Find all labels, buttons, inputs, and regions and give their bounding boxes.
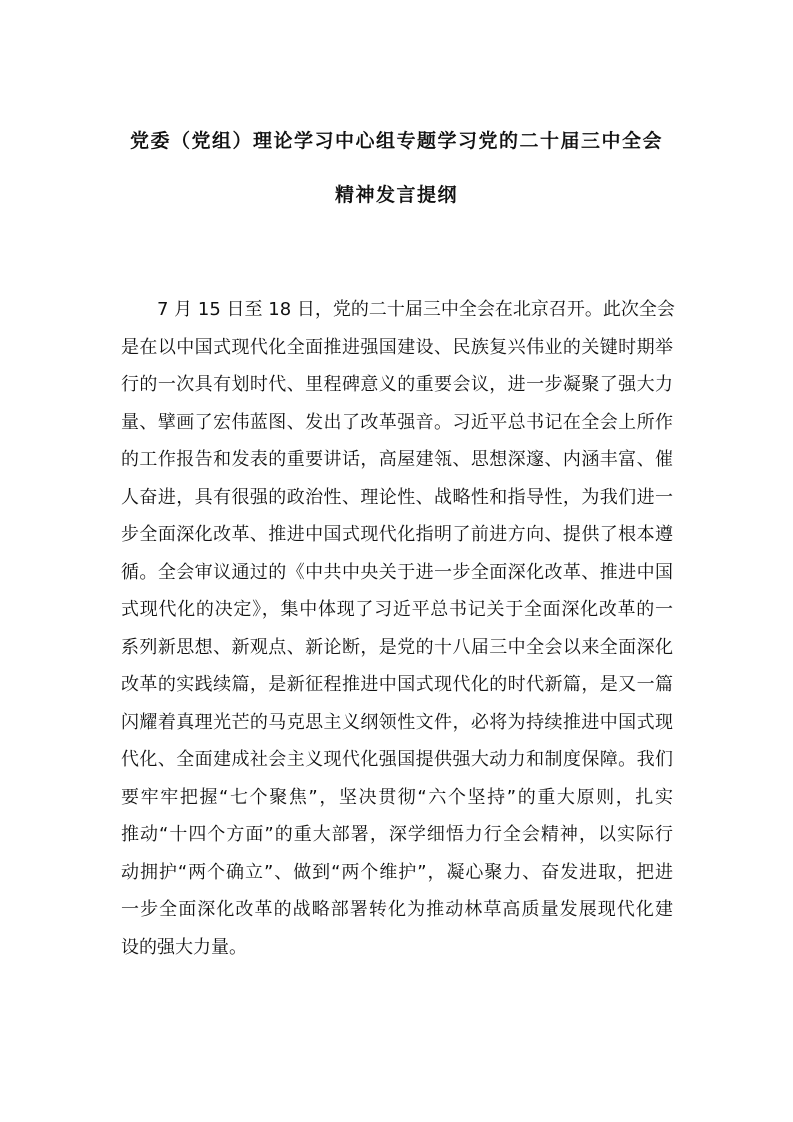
paragraph-line: 式现代化的决定》，集中体现了习近平总书记关于全面深化改革的一 [121, 599, 673, 620]
paragraph-line: 步全面深化改革、推进中国式现代化指明了前进方向、提供了根本遵 [121, 524, 673, 545]
paragraph-line: 改革的实践续篇，是新征程推进中国式现代化的时代新篇，是又一篇 [121, 674, 673, 695]
paragraph-line: 动拥护“两个确立”、做到“两个维护”，凝心聚力、奋发进取，把进 [121, 861, 673, 883]
paragraph-line: 是在以中国式现代化全面推进强国建设、民族复兴伟业的关键时期举 [121, 336, 673, 358]
paragraph-line: 要牢牢把握“七个聚焦”，坚决贯彻“六个坚持”的重大原则，扎实 [121, 786, 673, 808]
paragraph-line: 闪耀着真理光芒的马克思主义纲领性文件，必将为持续推进中国式现 [121, 711, 673, 733]
paragraph-line: 代化、全面建成社会主义现代化强国提供强大动力和制度保障。我们 [121, 749, 673, 770]
paragraph-line: 推动“十四个方面”的重大部署，深学细悟力行全会精神，以实际行 [121, 824, 673, 845]
paragraph-line: 人奋进，具有很强的政治性、理论性、战略性和指导性，为我们进一 [121, 486, 673, 508]
paragraph-line: 的工作报告和发表的重要讲话，高屋建瓴、思想深邃、内涵丰富、催 [121, 449, 673, 470]
paragraph-line: 一步全面深化改革的战略部署转化为推动林草高质量发展现代化建 [121, 899, 673, 920]
paragraph-line: 量、擘画了宏伟蓝图、发出了改革强音。习近平总书记在全会上所作 [121, 411, 673, 433]
paragraph-line: 循。全会审议通过的《中共中央关于进一步全面深化改革、推进中国 [121, 561, 673, 583]
document-title-line-2: 精神发言提纲 [334, 184, 458, 206]
document-title-line-1: 党委（党组）理论学习中心组专题学习党的二十届三中全会 [129, 130, 663, 152]
paragraph-line: 7 月 15 日至 18 日，党的二十届三中全会在北京召开。此次全会 [157, 299, 675, 320]
paragraph-line: 设的强大力量。 [121, 936, 247, 958]
body-paragraph [121, 291, 673, 966]
paragraph-line: 行的一次具有划时代、里程碑意义的重要会议，进一步凝聚了强大力 [121, 374, 673, 395]
paragraph-line: 系列新思想、新观点、新论断，是党的十八届三中全会以来全面深化 [121, 636, 673, 658]
